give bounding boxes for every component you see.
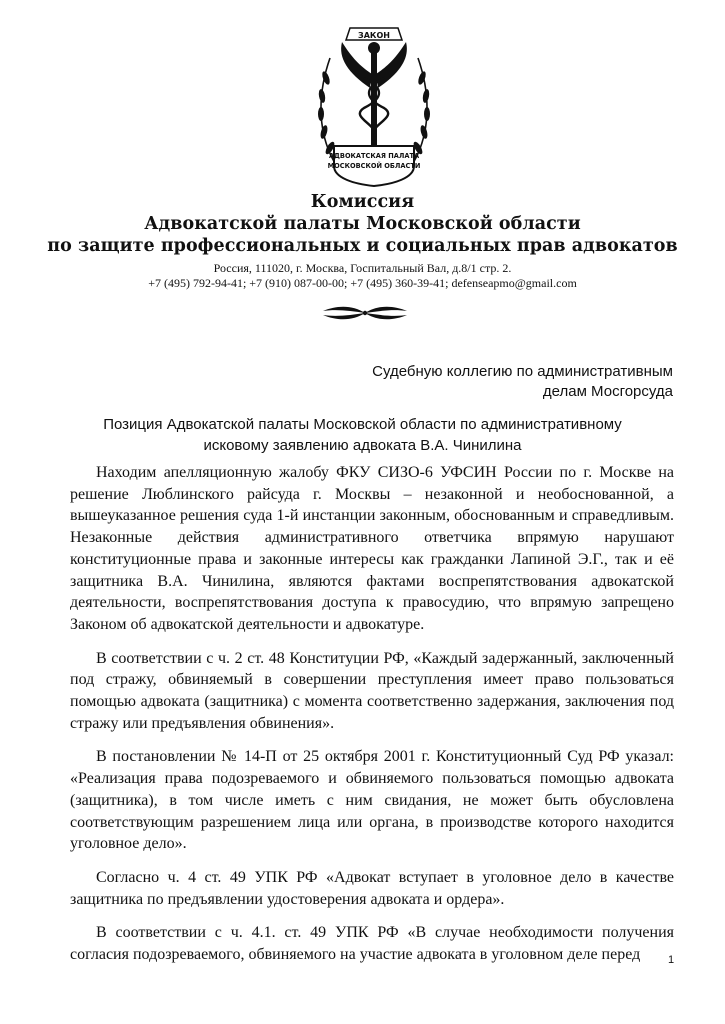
org-name-line2: Адвокатской палаты Московской области (144, 214, 581, 234)
document-title-line2: исковому заявлению адвоката В.А. Чинилина (203, 437, 522, 454)
body-paragraph: Находим апелляционную жалобу ФКУ СИЗО-6 УФСИН России по г. Москве на решение Люблинского райсуда г. Москвы – незаконной и необоснованной, а вышеуказанное решения суда 1-й инстанции законным, обоснованным и справедливым. Незаконные действия административного ответчика впрямую нарушают конституционные права и законные интересы как гражданки Лапиной Э.Г., так и её защитника В.А. Чинилина, являются фактами воспрепятствования адвокатской деятельности, воспрепятствования доступа к правосудию, что впрямую запрещено Законом об адвокатской деятельности и адвокатуре. (70, 464, 674, 633)
contact-details: +7 (495) 792-94-41; +7 (910) 087-00-00; +7 (495) 360-39-41; defenseapmo@gmail.com (148, 276, 577, 290)
body-paragraph: В соответствии с ч. 2 ст. 48 Конституции РФ, «Каждый задержанный, заключенный под стражу, обвиняемый в совершении преступления имеет право пользоваться помощью адвоката (защитника) с момента соответственно задержания, заключения под стражу или предъявления обвинения». (70, 649, 674, 732)
bar-association-emblem (308, 18, 440, 188)
page-number: 1 (668, 954, 675, 966)
emblem-shield-line1: АДВОКАТСКАЯ ПАЛАТА (328, 152, 420, 160)
addressee-line2: делам Мосгорсуда (542, 383, 673, 400)
emblem-banner-text: ЗАКОН (358, 31, 390, 40)
body-paragraph: Согласно ч. 4 ст. 49 УПК РФ «Адвокат вступает в уголовное дело в качестве защитника по предъявлении удостоверения адвоката и ордера». (70, 868, 674, 908)
addressee-line1: Судебную коллегию по административным (372, 363, 673, 380)
document-body (70, 462, 674, 978)
body-paragraph: В постановлении № 14-П от 25 октября 2001 г. Конституционный Суд РФ указал: «Реализация права подозреваемого и обвиняемого пользоваться помощью адвоката (защитника), в том числе иметь с ним свидания, не может быть обусловлена соответствующим разрешением лица или органа, в производстве которого находится уголовное дело». (70, 748, 674, 853)
divider-ornament-icon (315, 303, 415, 323)
document-title-line1: Позиция Адвокатской палаты Московской области по административному (103, 416, 622, 433)
postal-address: Россия, 111020, г. Москва, Госпитальный Вал, д.8/1 стр. 2. (213, 261, 512, 275)
body-paragraph: В соответствии с ч. 4.1. ст. 49 УПК РФ «В случае необходимости получения согласия подозреваемого, обвиняемого на участие адвоката в уголовном деле перед (70, 924, 674, 964)
org-name-line3: по защите профессиональных и социальных прав адвокатов (47, 236, 678, 256)
org-name-line1: Комиссия (310, 192, 415, 212)
addressee-block (372, 362, 673, 402)
emblem-shield-line2: МОСКОВСКОЙ ОБЛАСТИ (327, 162, 421, 170)
document-title (52, 414, 673, 456)
